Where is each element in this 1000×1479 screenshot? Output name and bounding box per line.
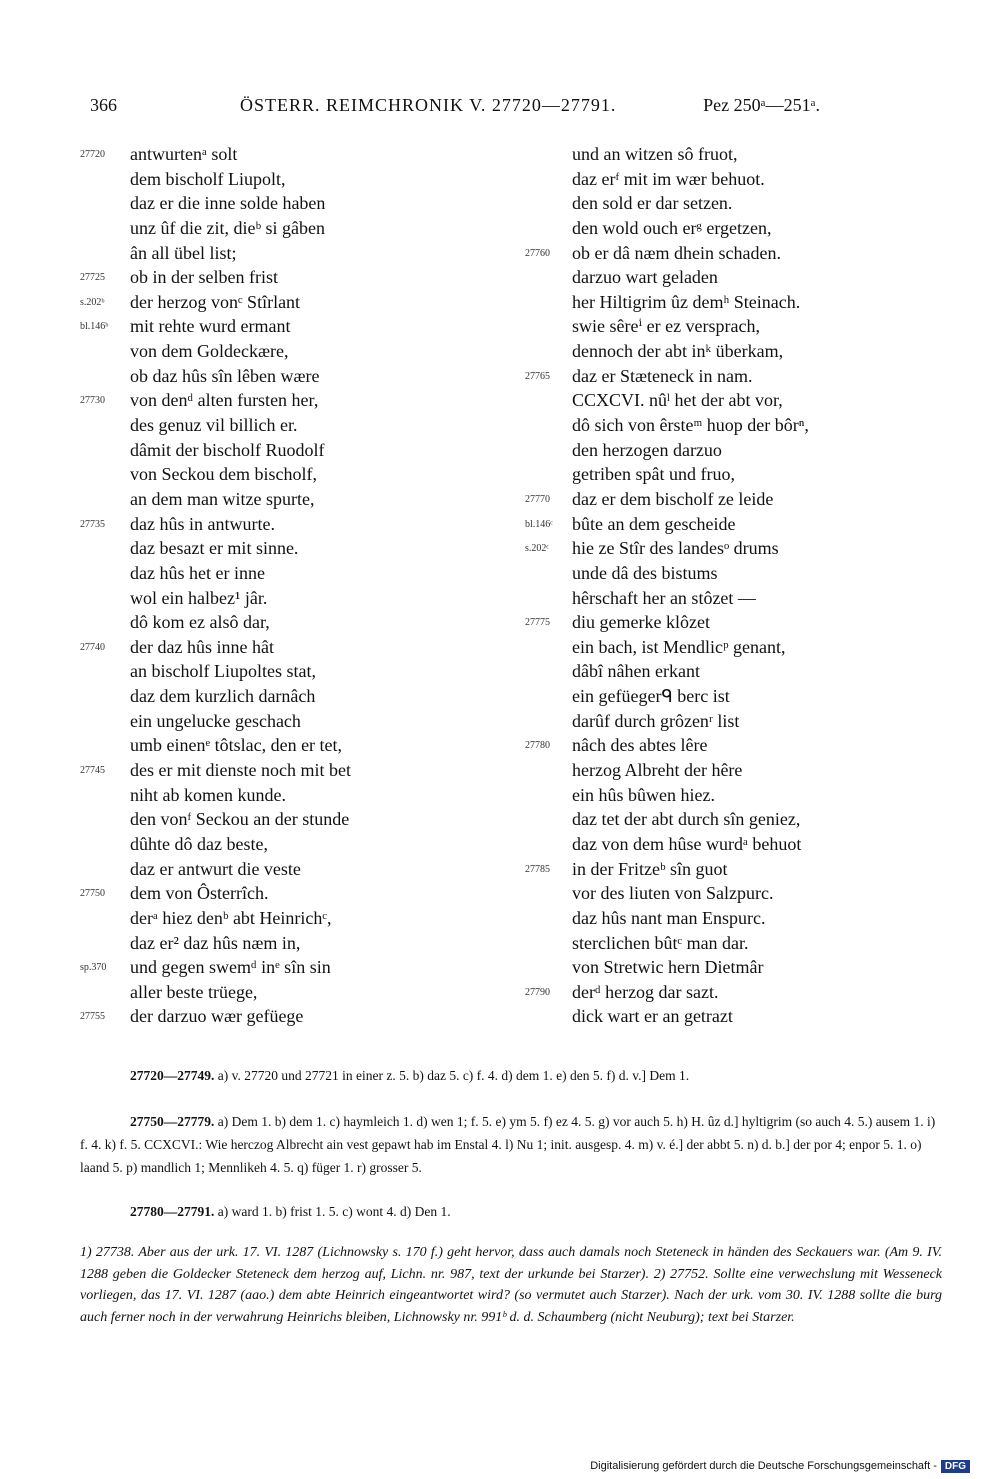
verse-line [525, 265, 945, 290]
verse-text: unde dâ des bistums [572, 562, 718, 583]
verse-line [80, 1004, 480, 1029]
page-number: 366 [90, 95, 117, 115]
verse-line [80, 906, 480, 931]
verse-line [525, 438, 945, 463]
verse-line [525, 290, 945, 315]
verse-text: dem von Ôsterrîch. [130, 883, 269, 904]
verse-line [525, 536, 945, 561]
verse-line [525, 241, 945, 266]
digitization-footer [590, 1460, 970, 1473]
line-marker: 27770 [525, 493, 550, 505]
verse-text: sterclichen bûtᶜ man dar. [572, 932, 749, 953]
verse-text: und gegen swemᵈ inᵉ sîn sin [130, 957, 331, 978]
verse-text: CCXCVI. nûˡ het der abt vor, [572, 390, 783, 411]
verse-line [525, 931, 945, 956]
dfg-logo: DFG [941, 1460, 970, 1473]
verse-text: umb einenᵉ tôtslac, den er tet, [130, 735, 343, 756]
verse-text: den sold er dar setzen. [572, 193, 733, 214]
verse-line [525, 413, 945, 438]
verse-line [80, 635, 480, 660]
verse-text: daz tet der abt durch sîn geniez, [572, 809, 801, 830]
verse-text: niht ab komen kunde. [130, 784, 286, 805]
verse-line [525, 783, 945, 808]
verse-text: daz von dem hûse wurdᵃ behuot [572, 833, 802, 854]
verse-text: an dem man witze spurte, [130, 488, 315, 509]
line-marker: 27780 [525, 740, 550, 752]
verse-line [80, 733, 480, 758]
verse-line [525, 733, 945, 758]
verse-text: daz er Stæteneck in nam. [572, 365, 753, 386]
verse-line [80, 216, 480, 241]
verse-text: daz er dem bischolf ze leide [572, 488, 774, 509]
verse-text: wol ein halbez¹ jâr. [130, 587, 268, 608]
verse-text: daz hûs nant man Enspurc. [572, 907, 766, 928]
verse-text: und an witzen sô fruot, [572, 144, 738, 164]
verse-text: des genuz vil billich er. [130, 415, 298, 436]
verse-text: bûte an dem gescheide [572, 513, 736, 534]
verse-text: dennoch der abt inᵏ überkam, [572, 341, 784, 362]
verse-line [80, 512, 480, 537]
verse-text: darûf durch grôzenʳ list [572, 710, 740, 731]
verse-text: ân all übel list; [130, 242, 237, 263]
verse-text: dûhte dô daz beste, [130, 833, 268, 854]
page-header [90, 95, 940, 125]
verse-text: aller beste trüege, [130, 981, 258, 1002]
line-marker: 27740 [80, 641, 105, 653]
line-marker: bl.146ᵇ [80, 321, 109, 333]
verse-text: dick wart er an getrazt [572, 1006, 733, 1027]
line-marker: s.202ᶜ [525, 543, 549, 555]
verse-text: vor des liuten von Salzpurc. [572, 883, 774, 904]
verse-line [525, 807, 945, 832]
verse-line [80, 241, 480, 266]
verse-text: von Stretwic hern Dietmâr [572, 957, 764, 978]
verse-line [525, 857, 945, 882]
verse-text: ein gefüegerᑫ berc ist [572, 686, 730, 707]
verse-text: daz er² daz hûs næm in, [130, 932, 301, 953]
verse-line [80, 388, 480, 413]
apparatus-text: a) ward 1. b) frist 1. 5. c) wont 4. d) Den 1. [217, 1204, 451, 1219]
verse-line [525, 586, 945, 611]
verse-text: den vonᶠ Seckou an der stunde [130, 809, 350, 830]
line-marker: 27720 [80, 149, 105, 160]
verse-line [525, 339, 945, 364]
verse-line [80, 857, 480, 882]
verse-text: nâch des abtes lêre [572, 735, 708, 756]
verse-text: daz besazt er mit sinne. [130, 538, 299, 559]
line-marker: 27750 [80, 888, 105, 900]
verse-text: antwurtenᵃ solt [130, 144, 238, 164]
verse-text: ein hûs bûwen hiez. [572, 784, 715, 805]
verse-text: ob er dâ næm dhein schaden. [572, 242, 781, 263]
verse-line [525, 758, 945, 783]
verse-text: hêrschaft her an stôzet — [572, 587, 756, 608]
verse-line [525, 191, 945, 216]
verse-text: des er mit dienste noch mit bet [130, 760, 351, 781]
verse-line [525, 980, 945, 1005]
verse-line [525, 364, 945, 389]
verse-text: dô sich von êrsteᵐ huop der bôrⁿ, [572, 415, 809, 436]
verse-text: dem bischolf Liupolt, [130, 168, 286, 189]
line-marker: 27725 [80, 272, 105, 284]
verse-line [525, 314, 945, 339]
footnotes: 1) 27738. Aber aus der urk. 17. VI. 1287 (Lichnowsky s. 170 f.) geht hervor, dass auch damals noch Steteneck in händen des Seckauers war. (Am 9. IV. 1288 geben die Goldecker Steteneck dem herzog auf, Lichn. nr. 987, text der urkunde bei Starzer). 2) 27752. Sollte eine verwechslung mit Wesseneck vorliegen, das 17. VI. 1287 (aao.) dem abte Heinrich eingeantwortet wird? (so vermutet auch Starzer). Nach der urk. vom 30. IV. 1288 sollte die burg auch ferner noch in der verwahrung Heinrichs bleiben, Lichnowsky nr. 991ᵇ d. d. Schaumberg (nicht Neuburg); text bei Starzer. [80, 1245, 942, 1325]
verse-line [80, 314, 480, 339]
verse-text: der daz hûs inne hât [130, 636, 274, 657]
verse-text: daz erᶠ mit im wær behuot. [572, 168, 765, 189]
verse-text: der herzog vonᶜ Stîrlant [130, 291, 301, 312]
verse-line [80, 536, 480, 561]
verse-line [525, 955, 945, 980]
verse-text: ein bach, ist Mendlicᵖ genant, [572, 636, 786, 657]
verse-line [80, 931, 480, 956]
verse-line [525, 462, 945, 487]
verse-line [80, 438, 480, 463]
line-marker: 27745 [80, 765, 105, 777]
verse-text: dâbî nâhen erkant [572, 661, 700, 682]
verse-line [80, 610, 480, 635]
apparatus-range: 27780—27791. [130, 1204, 215, 1219]
verse-text: von denᵈ alten fursten her, [130, 390, 319, 411]
verse-line [80, 807, 480, 832]
verse-line [80, 290, 480, 315]
verse-text: getriben spât und fruo, [572, 464, 735, 485]
verse-line [525, 1004, 945, 1029]
verse-text: ob daz hûs sîn lêben wære [130, 365, 320, 386]
verse-text: den herzogen darzuo [572, 439, 722, 460]
verse-line [80, 955, 480, 980]
verse-line [525, 659, 945, 684]
line-marker: 27735 [80, 518, 105, 530]
verse-line [80, 783, 480, 808]
verse-line [525, 487, 945, 512]
line-marker: 27790 [525, 986, 550, 998]
verse-text: von dem Goldeckære, [130, 341, 289, 362]
verse-line [80, 881, 480, 906]
verse-text: der darzuo wær gefüege [130, 1006, 304, 1027]
verse-line [80, 758, 480, 783]
verse-line [80, 191, 480, 216]
line-marker: 27760 [525, 247, 550, 259]
verse-line [525, 216, 945, 241]
verse-text: ein ungelucke geschach [130, 710, 301, 731]
verse-line [80, 487, 480, 512]
line-marker: 27755 [80, 1011, 105, 1023]
apparatus-text: a) Dem 1. b) dem 1. c) haymleich 1. d) wen 1; f. 5. e) ym 5. f) ez 4. 5. g) vor auch 5. h) H. ûz d.] hyltigrim (so auch 4. 5.) ausem 1. i) f. 4. k) f. 5. CCXCVI.: Wie herczog Albrecht ain vest gepawt hab im Enstal 4. l) Nu 1; init. ausgesp. 4. m) v. é.] der abbt 5. n) d. b.] der por 4; enpor 5. 1. o) laand 5. p) mandlich 1; Mennlikeh 4. 5. q) füger 1. r) grosser 5. [80, 1114, 936, 1175]
line-marker: 27730 [80, 395, 105, 407]
verse-text: daz er die inne solde haben [130, 193, 326, 214]
verse-line [80, 980, 480, 1005]
verse-line [80, 659, 480, 684]
verse-line [525, 635, 945, 660]
verse-text: swie sêreⁱ er ez versprach, [572, 316, 761, 337]
line-marker: bl.146ᶜ [525, 518, 553, 530]
verse-line [80, 684, 480, 709]
verse-text: in der Fritzeᵇ sîn guot [572, 858, 728, 879]
verse-text: darzuo wart geladen [572, 267, 718, 288]
verse-text: von Seckou dem bischolf, [130, 464, 317, 485]
verse-line [525, 906, 945, 931]
verse-line [525, 167, 945, 192]
left-verse-column [80, 142, 480, 1029]
apparatus-entry [80, 1064, 942, 1087]
verse-line [525, 610, 945, 635]
verse-line [80, 167, 480, 192]
verse-text: daz dem kurzlich darnâch [130, 686, 316, 707]
verse-line [525, 512, 945, 537]
verse-text: dâmit der bischolf Ruodolf [130, 439, 325, 460]
verse-line [80, 265, 480, 290]
verse-line [525, 881, 945, 906]
verse-text: mit rehte wurd ermant [130, 316, 291, 337]
verse-line [80, 364, 480, 389]
right-verse-column [525, 142, 945, 1029]
line-marker: s.202ᵇ [80, 296, 105, 308]
verse-text: an bischolf Liupoltes stat, [130, 661, 316, 682]
apparatus-entry [80, 1110, 942, 1179]
verse-line [80, 142, 480, 167]
verse-text: daz hûs in antwurte. [130, 513, 275, 534]
verse-text: daz er antwurt die veste [130, 858, 301, 879]
verse-text: derᵈ herzog dar sazt. [572, 981, 719, 1002]
apparatus-range: 27750—27779. [130, 1114, 215, 1129]
line-marker: sp.370 [80, 962, 107, 974]
running-title: ÖSTERR. REIMCHRONIK V. 27720—27791. [240, 95, 617, 115]
apparatus-text: a) v. 27720 und 27721 in einer z. 5. b) daz 5. c) f. 4. d) dem 1. e) den 5. f) d. v.] Dem 1. [217, 1068, 690, 1083]
verse-text: daz hûs het er inne [130, 562, 265, 583]
verse-line [80, 832, 480, 857]
verse-text: hie ze Stîr des landesᵒ drums [572, 538, 779, 559]
verse-text: derᵃ hiez denᵇ abt Heinrichᶜ, [130, 907, 332, 928]
verse-line [80, 462, 480, 487]
verse-line [525, 142, 945, 167]
apparatus-range: 27720—27749. [130, 1068, 215, 1083]
verse-line [80, 586, 480, 611]
line-marker: 27785 [525, 863, 550, 875]
verse-text: den wold ouch erᵍ ergetzen, [572, 217, 772, 238]
verse-line [80, 339, 480, 364]
verse-text: dô kom ez alsô dar, [130, 612, 270, 633]
verse-line [525, 388, 945, 413]
verse-line [525, 561, 945, 586]
verse-line [80, 413, 480, 438]
line-marker: 27775 [525, 617, 550, 629]
verse-text: ob in der selben frist [130, 267, 278, 288]
verse-line [80, 709, 480, 734]
line-marker: 27765 [525, 370, 550, 382]
verse-line [525, 684, 945, 709]
verse-text: diu gemerke klôzet [572, 612, 710, 633]
footer-text: Digitalisierung gefördert durch die Deutsche Forschungsgemeinschaft - [590, 1460, 937, 1472]
verse-line [80, 561, 480, 586]
verse-text: herzog Albreht der hêre [572, 760, 743, 781]
apparatus-entry [80, 1200, 942, 1223]
verse-text: her Hiltigrim ûz demʰ Steinach. [572, 291, 801, 312]
verse-line [525, 709, 945, 734]
verse-text: unz ûf die zit, dieᵇ si gâben [130, 217, 326, 238]
verse-line [525, 832, 945, 857]
pez-reference: Pez 250ᵃ—251ᵃ. [703, 95, 820, 115]
